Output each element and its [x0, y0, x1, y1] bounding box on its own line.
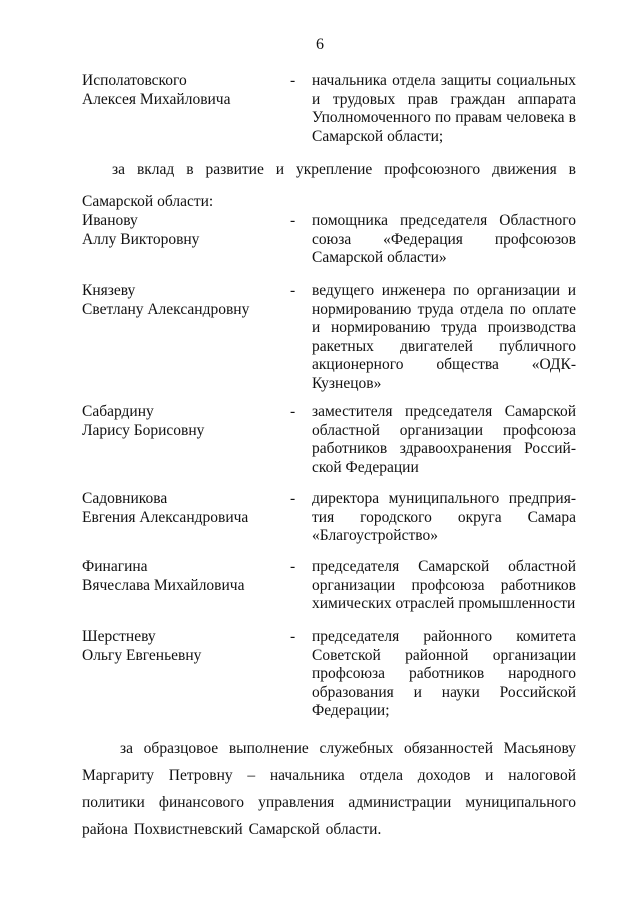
entry-dash: - [290, 403, 296, 420]
recipient-position: ведущего инженера по организации и нормированию труда отдела по оплате и нормированию труда производства ракетных двигателей публичного акционерного общества «ОДК-Кузнецов» [312, 282, 576, 392]
recipient-surname: Сабардину [82, 403, 154, 420]
recipient-given-names: Алексея Михайловича [82, 90, 231, 108]
recipient-name [82, 628, 282, 721]
entry-dash: - [290, 490, 296, 507]
recipient-surname: Финагина [82, 558, 148, 575]
award-entry-knyazeva [82, 282, 576, 393]
award-entry-ivanova [82, 212, 576, 268]
recipient-given-names: Ларису Борисовну [82, 421, 205, 439]
recipient-name [82, 558, 282, 614]
recipient-name [82, 212, 282, 268]
recipient-position: заместителя председателя Самарской областной организации профсоюза работников здравоохранения Россий-ской Федерации [312, 403, 576, 476]
entry-dash: - [290, 282, 296, 299]
award-entry-finagin [82, 558, 576, 614]
section-intro-trade-union: за вклад в развитие и укрепление профсоюзного движения в Самарской области: [82, 161, 576, 210]
recipient-name [82, 490, 282, 546]
entry-dash: - [290, 212, 296, 229]
page-number: 6 [316, 36, 324, 53]
recipient-surname: Иванову [82, 212, 138, 229]
recipient-given-names: Аллу Викторовну [82, 230, 200, 248]
entry-dash: - [290, 628, 296, 645]
recipient-position: председателя Самарской областной организации профсоюза работников химических отраслей промышленности [312, 558, 576, 612]
recipient-surname: Садовникова [82, 490, 168, 507]
recipient-surname: Шерстневу [82, 628, 156, 645]
recipient-position: помощника председателя Областного союза «Федерация профсоюзов Самарской области» [312, 212, 576, 266]
recipient-position: начальника отдела защиты социальных и трудовых прав граждан аппарата Уполномоченного по правам человека в Самарской области; [312, 72, 576, 145]
award-entry-sadovnikov [82, 490, 576, 546]
recipient-name [82, 72, 282, 146]
recipient-position: директора муниципального предприя-тия городского округа Самара «Благоустройство» [312, 490, 576, 544]
award-entry-sabardina [82, 403, 576, 477]
recipient-surname: Князеву [82, 282, 136, 299]
closing-paragraph: за образцовое выполнение служебных обязанностей Масьянову Маргариту Петровну – начальника отдела доходов и налоговой политики финансового управления администрации муниципального района Похвистневский Самарской области. [82, 740, 576, 838]
recipient-given-names: Светлану Александровну [82, 300, 250, 318]
entry-dash: - [290, 558, 296, 575]
recipient-given-names: Вячеслава Михайловича [82, 576, 245, 594]
recipient-surname: Исполатовского [82, 72, 187, 89]
recipient-given-names: Евгения Александровича [82, 508, 249, 526]
entry-dash: - [290, 72, 296, 89]
recipient-name [82, 403, 282, 477]
award-entry-sherstneva [82, 628, 576, 721]
recipient-position: председателя районного комитета Советской районной организации профсоюза работников народного образования и науки Российской Федерации; [312, 628, 576, 719]
recipient-given-names: Ольгу Евгеньевну [82, 646, 202, 664]
award-entry-ispolatovsky [82, 72, 576, 146]
recipient-name [82, 282, 282, 393]
